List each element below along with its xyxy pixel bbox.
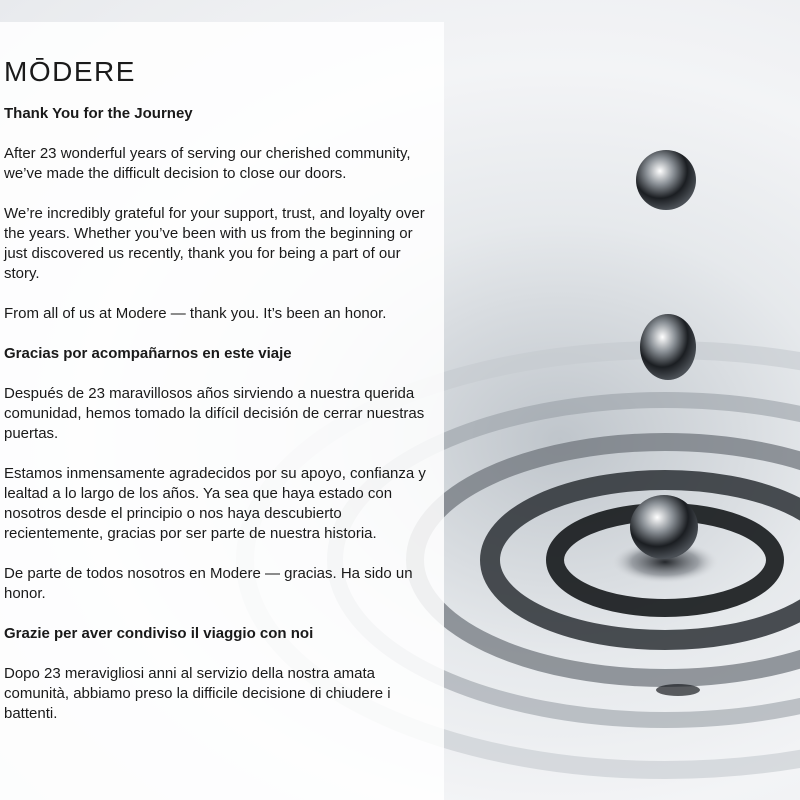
english-heading: Thank You for the Journey	[4, 105, 193, 122]
announcement-content	[0, 22, 444, 724]
modere-logo[interactable]	[4, 54, 170, 84]
spanish-paragraph-3: De parte de todos nosotros en Modere — gracias. Ha sido un honor.	[4, 565, 413, 602]
spanish-heading: Gracias por acompañarnos en este viaje	[4, 345, 292, 362]
english-paragraph-1: After 23 wonderful years of serving our cherished community, we’ve made the difficult decision to close our doors.	[4, 145, 411, 182]
spanish-paragraph-2: Estamos inmensamente agradecidos por su apoyo, confianza y lealtad a lo largo de los años. Ya sea que haya estado con nosotros desde el principio o nos haya descubierto recientemente, gracias por ser parte de nuestra historia.	[4, 465, 426, 542]
english-paragraph-3: From all of us at Modere — thank you. It’s been an honor.	[4, 305, 387, 322]
english-paragraph-2: We’re incredibly grateful for your support, trust, and loyalty over the years. Whether you’ve been with us from the beginning or just discovered us recently, thank you for being a part of our story.	[4, 205, 425, 282]
italian-paragraph-1: Dopo 23 meravigliosi anni al servizio della nostra amata comunità, abbiamo preso la difficile decisione di chiudere i battenti.	[4, 665, 391, 722]
announcement-panel	[0, 22, 444, 800]
italian-heading: Grazie per aver condiviso il viaggio con noi	[4, 625, 314, 642]
spanish-paragraph-1: Después de 23 maravillosos años sirviendo a nuestra querida comunidad, hemos tomado la difícil decisión de cerrar nuestras puertas.	[4, 385, 425, 442]
logo-text: MŌDERE	[4, 56, 136, 84]
